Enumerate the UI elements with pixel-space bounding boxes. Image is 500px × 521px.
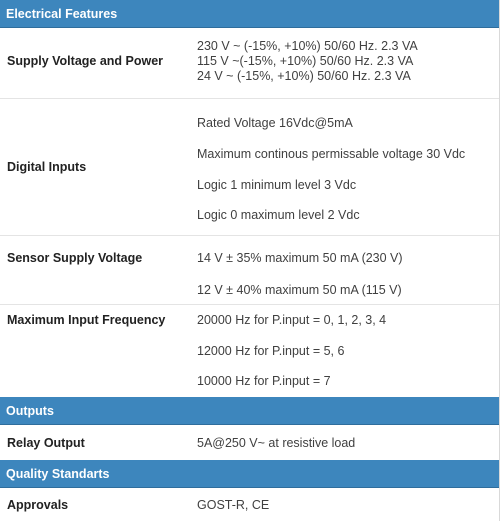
section-title: Electrical Features	[6, 7, 118, 21]
section-header-quality-standarts	[0, 460, 500, 488]
spec-label-max-input-frequency: Maximum Input Frequency	[7, 313, 166, 327]
spec-value-supply-230v: 230 V ~ (-15%, +10%) 50/60 Hz. 2.3 VA	[197, 39, 418, 53]
spec-value-freq-10000: 10000 Hz for P.input = 7	[197, 374, 331, 388]
spec-value-sensor-230v: 14 V ± 35% maximum 50 mA (230 V)	[197, 251, 403, 265]
spec-value-sensor-115v: 12 V ± 40% maximum 50 mA (115 V)	[197, 283, 402, 297]
spec-label-relay-output: Relay Output	[7, 436, 85, 450]
spec-value-approvals: GOST-R, CE	[197, 498, 270, 512]
spec-value-max-continuous-voltage: Maximum continous permissable voltage 30 Vdc	[197, 147, 466, 161]
spec-label-supply-voltage-power: Supply Voltage and Power	[7, 54, 164, 68]
spec-label-digital-inputs: Digital Inputs	[7, 160, 87, 174]
spec-value-supply-24v: 24 V ~ (-15%, +10%) 50/60 Hz. 2.3 VA	[197, 69, 411, 83]
section-title: Outputs	[6, 404, 54, 418]
spec-value-freq-20000: 20000 Hz for P.input = 0, 1, 2, 3, 4	[197, 313, 387, 327]
spec-value-rated-voltage: Rated Voltage 16Vdc@5mA	[197, 116, 353, 130]
spec-value-logic-0-level: Logic 0 maximum level 2 Vdc	[197, 208, 360, 222]
section-title: Quality Standarts	[6, 467, 110, 481]
spec-value-logic-1-level: Logic 1 minimum level 3 Vdc	[197, 178, 357, 192]
section-header-electrical-features	[0, 0, 500, 28]
section-header-outputs	[0, 397, 500, 425]
row-divider	[0, 235, 500, 236]
row-divider	[0, 98, 500, 99]
spec-value-relay-output: 5A@250 V~ at resistive load	[197, 436, 356, 450]
row-divider	[0, 304, 500, 305]
spec-label-sensor-supply-voltage: Sensor Supply Voltage	[7, 251, 143, 265]
spec-value-supply-115v: 115 V ~(-15%, +10%) 50/60 Hz. 2.3 VA	[197, 54, 414, 68]
spec-label-approvals: Approvals	[7, 498, 69, 512]
spec-value-freq-12000: 12000 Hz for P.input = 5, 6	[197, 344, 345, 358]
